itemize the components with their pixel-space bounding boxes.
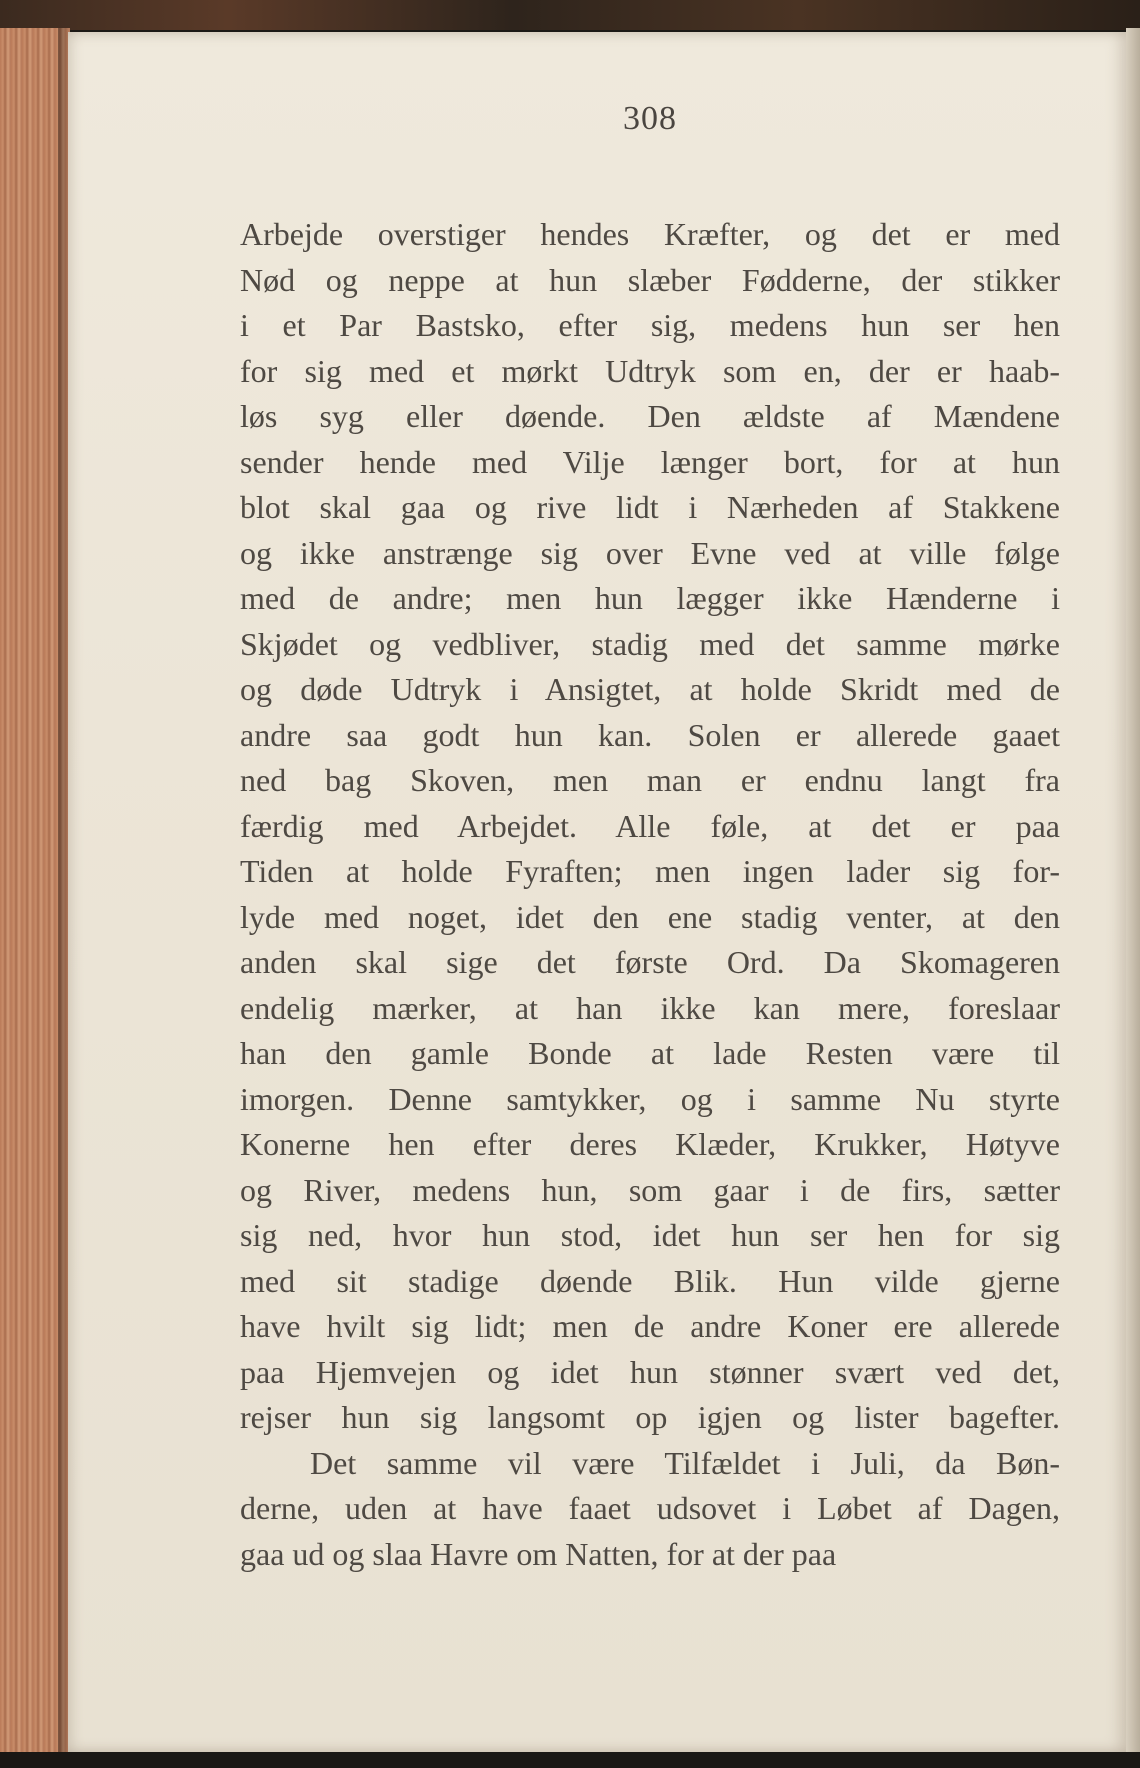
text-line: andre saa godt hun kan. Solen er allerede gaaet bbox=[240, 716, 1060, 753]
text-line: sender hende med Vilje længer bort, for at hun bbox=[240, 443, 1060, 480]
text-line: med de andre; men hun lægger ikke Hænderne i bbox=[240, 580, 1060, 616]
body-text bbox=[240, 212, 1060, 1577]
text-line: i et Par Bastsko, efter sig, medens hun ser hen bbox=[240, 307, 1060, 343]
text-line: for sig med et mørkt Udtryk som en, der er haab- bbox=[240, 352, 1060, 389]
text-line: og River, medens hun, som gaar i de firs, sætter bbox=[240, 1171, 1060, 1208]
text-line: derne, uden at have faaet udsovet i Løbet af Dagen, bbox=[240, 1490, 1060, 1526]
book-right-edge bbox=[1126, 28, 1140, 1768]
text-line: endelig mærker, at han ikke kan mere, foreslaar bbox=[240, 989, 1060, 1026]
text-line: med sit stadige døende Blik. Hun vilde gjerne bbox=[240, 1262, 1060, 1299]
text-line: og døde Udtryk i Ansigtet, at holde Skridt med de bbox=[240, 671, 1060, 707]
text-line: sig ned, hvor hun stod, idet hun ser hen for sig bbox=[240, 1217, 1060, 1253]
book-bottom-edge bbox=[0, 1752, 1140, 1768]
page-number: 308 bbox=[623, 100, 677, 137]
text-line: Konerne hen efter deres Klæder, Krukker, Høtyve bbox=[240, 1126, 1060, 1162]
text-line: og ikke anstrænge sig over Evne ved at ville følge bbox=[240, 534, 1060, 571]
text-line: imorgen. Denne samtykker, og i samme Nu styrte bbox=[240, 1080, 1060, 1117]
text-line: blot skal gaa og rive lidt i Nærheden af Stakkene bbox=[240, 489, 1060, 525]
book-top-edge bbox=[0, 0, 1140, 30]
text-line: Arbejde overstiger hendes Kræfter, og det er med bbox=[240, 216, 1060, 252]
text-line: Det samme vil være Tilfældet i Juli, da Bøn- bbox=[310, 1444, 1060, 1481]
text-line: Skjødet og vedbliver, stadig med det samme mørke bbox=[240, 625, 1060, 662]
text-line: gaa ud og slaa Havre om Natten, for at der paa bbox=[240, 1535, 837, 1572]
text-line: rejser hun sig langsomt op igjen og lister bagefter. bbox=[240, 1399, 1060, 1435]
text-line: ned bag Skoven, men man er endnu langt fra bbox=[240, 762, 1060, 798]
text-line: anden skal sige det første Ord. Da Skomageren bbox=[240, 944, 1060, 980]
text-line: lyde med noget, idet den ene stadig venter, at den bbox=[240, 898, 1060, 935]
text-line: Tiden at holde Fyraften; men ingen lader sig for- bbox=[240, 853, 1060, 889]
text-line: paa Hjemvejen og idet hun stønner svært ved det, bbox=[240, 1353, 1060, 1390]
text-line: have hvilt sig lidt; men de andre Koner ere allerede bbox=[240, 1308, 1060, 1344]
text-line: han den gamle Bonde at lade Resten være til bbox=[240, 1035, 1060, 1071]
text-line: færdig med Arbejdet. Alle føle, at det er paa bbox=[240, 807, 1060, 844]
text-line: løs syg eller døende. Den ældste af Mændene bbox=[240, 398, 1060, 434]
text-line: Nød og neppe at hun slæber Fødderne, der stikker bbox=[240, 261, 1060, 298]
